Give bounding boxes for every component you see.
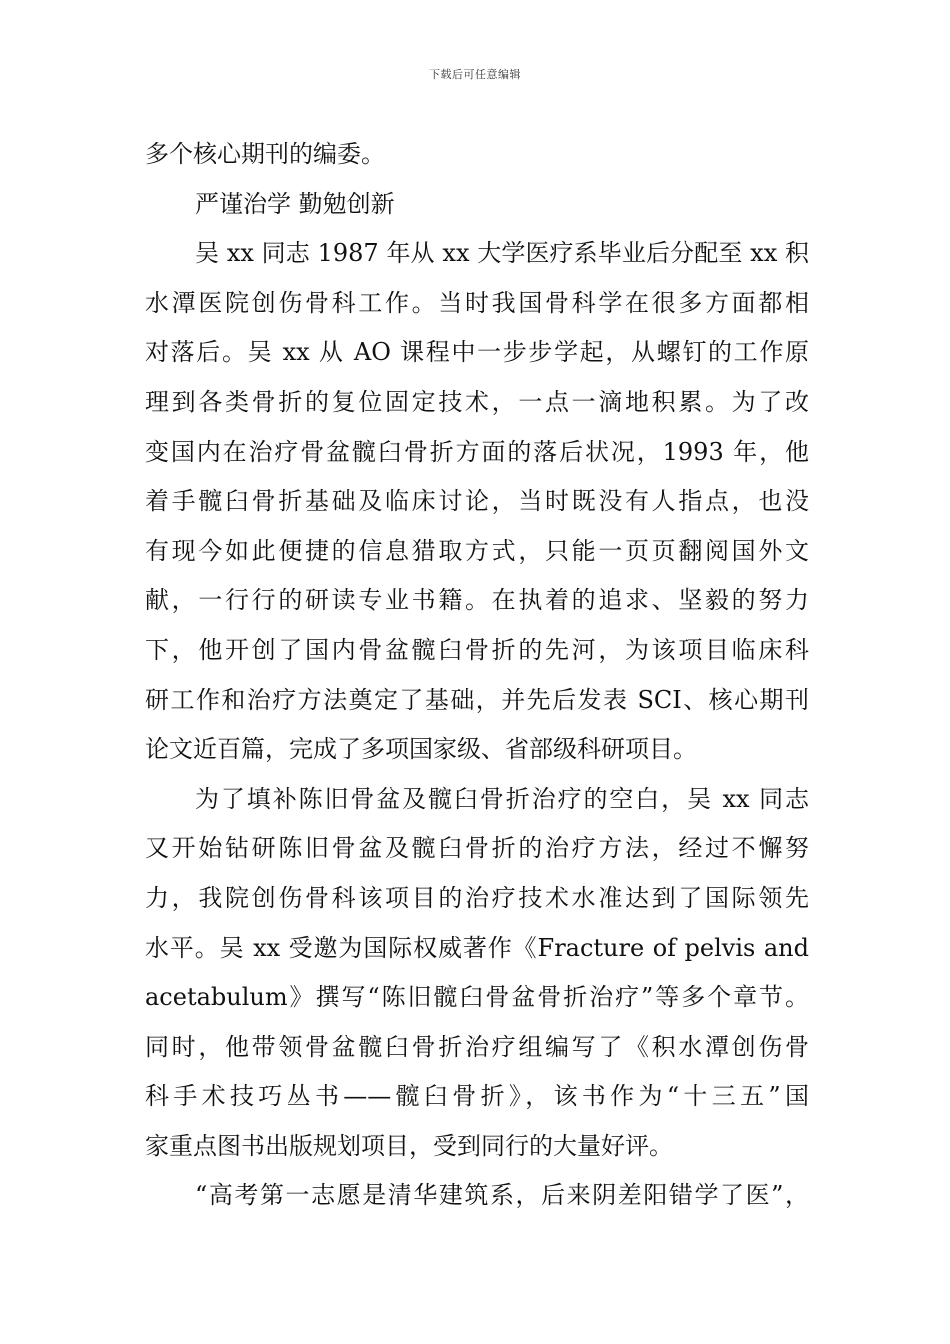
text-line: 家重点图书出版规划项目，受到同行的大量好评。: [145, 1131, 673, 1160]
text-line: 同时，他带领骨盆髋臼骨折治疗组编写了《积水潭创伤骨: [145, 1032, 809, 1061]
text-line: 对落后。吴 xx 从 AO 课程中一步步学起，从螺钉的工作原: [145, 338, 809, 367]
text-line: 理到各类骨折的复位固定技术，一点一滴地积累。为了改: [145, 387, 809, 416]
text-line: “高考第一志愿是清华建筑系，后来阴差阳错学了医”，: [195, 1181, 809, 1210]
text-line: 着手髋臼骨折基础及临床讨论，当时既没有人指点，也没: [145, 487, 809, 516]
text-line: 多个核心期刊的编委。: [145, 140, 385, 168]
text-line: 论文近百篇，完成了多项国家级、省部级科研项目。: [145, 735, 697, 764]
text-line: 献，一行行的研读专业书籍。在执着的追求、坚毅的努力: [145, 586, 809, 615]
text-line: 变国内在治疗骨盆髋臼骨折方面的落后状况，1993 年，他: [145, 437, 809, 466]
text-line: 科手术技巧丛书——髋臼骨折》，该书作为“十三五”国: [145, 1082, 809, 1111]
text-line: 又开始钻研陈旧骨盆及髋臼骨折的治疗方法，经过不懈努: [145, 834, 809, 863]
article-body: [145, 130, 809, 1221]
text-line: acetabulum》撰写“陈旧髋臼骨盆骨折治疗”等多个章节。: [145, 983, 809, 1012]
text-line: 水平。吴 xx 受邀为国际权威著作《Fracture of pelvis and: [145, 933, 809, 962]
text-line: 下，他开创了国内骨盆髋臼骨折的先河，为该项目临床科: [145, 635, 809, 664]
text-line: 吴 xx 同志 1987 年从 xx 大学医疗系毕业后分配至 xx 积: [195, 239, 809, 268]
text-line: 有现今如此便捷的信息猎取方式，只能一页页翻阅国外文: [145, 536, 809, 565]
text-line: 力，我院创伤骨科该项目的治疗技术水准达到了国际领先: [145, 883, 809, 912]
text-line: 水潭医院创伤骨科工作。当时我国骨科学在很多方面都相: [145, 288, 809, 317]
section-heading: 严谨治学 勤勉创新: [195, 189, 395, 218]
text-line: 为了填补陈旧骨盆及髋臼骨折治疗的空白，吴 xx 同志: [195, 784, 809, 813]
page-header: 下载后可任意编辑: [429, 68, 521, 81]
text-line: 研工作和治疗方法奠定了基础，并先后发表 SCI、核心期刊: [145, 685, 809, 714]
